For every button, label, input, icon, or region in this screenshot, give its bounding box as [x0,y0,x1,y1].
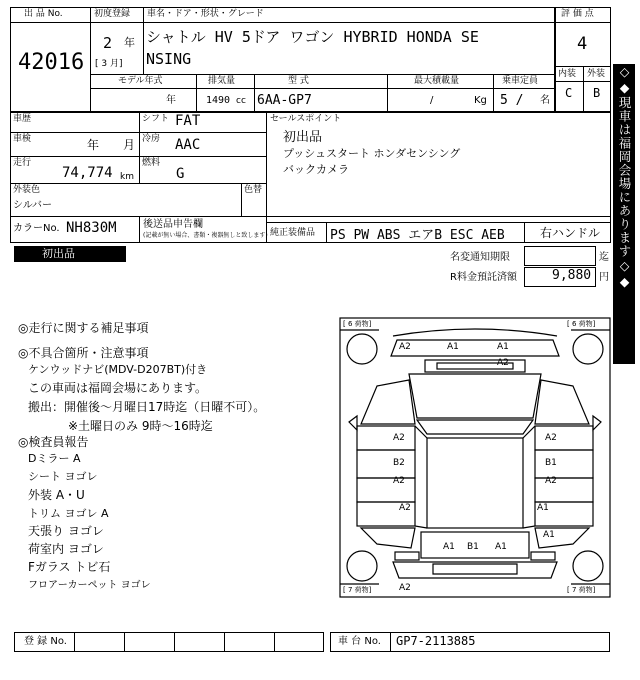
fuel-label: 燃料 [142,158,161,168]
displacement-label: 排気量 [208,76,236,86]
load-slash: / [430,95,434,106]
lot-label: 出 品 No. [24,9,63,19]
exterior-grade: B [593,86,601,100]
chassis-no-value: GP7-2113885 [396,634,476,648]
inspector-line-1: Dミラー A [28,452,81,465]
car-outline-svg [337,316,613,599]
interior-grade: C [565,86,573,100]
defect-line-3: 搬出：開催後～月曜日17時迄（日曜不可）。 [28,400,266,414]
running-notes-title: ◎走行に関する補足事項 [18,321,149,335]
sales-line-2: プッシュスタート ホンダセンシング [283,147,461,160]
defects-title: ◎不具合箇所・注意事項 [18,346,149,360]
shift-value: FAT [175,113,201,129]
load-label: 最大積載量 [414,76,460,86]
name-label: 車名・ドア・形状・グレード [147,9,264,19]
sales-line-3: バックカメラ [283,163,349,176]
inspection-year: 年 [87,138,100,152]
sales-label: セールスポイント [270,114,342,124]
defect-line-1: ケンウッドナビ(MDV-D207BT)付き [28,363,208,376]
aftermarket-note: (記載が無い場合、書類・複器無しと致します) [143,232,268,239]
ac-label: 冷房 [142,134,161,144]
damage-mark: A1 [537,503,549,513]
ext-color-value: シルバー [13,200,53,211]
mileage-value: 74,774 [62,165,113,181]
inspector-title: ◎検査員報告 [18,435,89,449]
corner-label-br: [ 7 荷物] [567,586,596,594]
equipment-label: 純正装備品 [270,228,316,238]
aftermarket-label: 後送品申告欄 [143,219,203,230]
recycle-label: R料金預託済額 [450,272,517,283]
sales-line-1: 初出品 [283,130,323,145]
inspection-label: 車検 [13,134,32,144]
capacity-label: 乗車定員 [502,76,539,86]
damage-mark: A2 [393,433,405,443]
damage-mark: A2 [399,342,411,352]
damage-mark: A1 [497,342,509,352]
model-year-unit: 年 [166,95,176,106]
first-reg-year: 2 [103,34,113,52]
inspector-line-6: 荷室内 ヨゴレ [28,542,104,556]
damage-mark: A1 [495,542,507,552]
capacity-value: 5 / [500,93,524,108]
displacement-value: 1490 [206,95,231,106]
name-change-box [524,246,596,266]
reg-no-label: 登 録 No. [24,636,67,647]
corner-label-tr: [ 6 荷物] [567,320,596,328]
year-unit: 年 [124,36,135,49]
displacement-unit: cc [236,96,246,106]
capacity-unit: 名 [540,95,550,106]
name-change-unit: 迄 [599,252,609,263]
first-listing-bar [14,246,126,262]
inspector-line-2: シート ヨゴレ [28,470,98,483]
exterior-label: 外装 [587,69,606,79]
chassis-no-label: 車 台 No. [338,636,381,647]
score-label: 評 価 点 [561,9,594,19]
first-reg-label: 初度登録 [94,9,131,19]
car-name-cont: NSING [146,50,192,68]
inspector-line-4: トリム ヨゴレ A [28,507,109,520]
mileage-unit: km [120,172,134,182]
damage-mark: A1 [447,342,459,352]
damage-mark: A1 [443,542,455,552]
inspector-line-3: 外装 A・U [28,488,85,502]
equipment-items: PS PW ABS エアB ESC AEB [330,228,505,243]
lot-number: 42016 [18,50,85,75]
load-unit: Kg [474,95,487,106]
score-value: 4 [577,34,588,54]
fuel-value: G [176,166,185,182]
damage-mark: B1 [545,458,557,468]
name-change-label: 名変通知期限 [450,252,510,263]
model-value: 6AA-GP7 [257,93,312,108]
damage-mark: A2 [393,476,405,486]
model-label: 型 式 [288,76,309,86]
inspector-line-8: フロアーカーペット ヨゴレ [28,580,151,591]
side-banner [613,64,635,364]
corner-label-tl: [ 6 荷物] [343,320,372,328]
car-name: シャトル HV 5ドア ワゴン HYBRID HONDA SE [146,28,479,46]
recycle-amount: 9,880 [552,268,592,283]
damage-diagram [337,316,613,599]
damage-mark: A2 [545,433,557,443]
color-change-label: 色替 [244,185,263,195]
inspector-line-7: Fガラス トビ石 [28,560,111,574]
model-year-label: モデル年式 [118,76,163,86]
recycle-unit: 円 [599,272,609,283]
shift-label: シフト [142,114,170,124]
ac-value: AAC [175,137,201,153]
damage-mark: A2 [545,476,557,486]
damage-mark: B2 [393,458,405,468]
color-no-label: カラーNo. [13,223,60,234]
mileage-label: 走行 [13,158,32,168]
damage-mark: B1 [467,542,479,552]
damage-mark: A2 [399,503,411,513]
history-label: 車歴 [13,114,32,124]
interior-label: 内装 [558,69,577,79]
corner-label-bl: [ 7 荷物] [343,586,372,594]
ext-color-label: 外装色 [13,185,41,195]
side-banner-text: ◇◆現車は福岡会場にあります◇◆ [617,64,632,290]
defect-line-2: この車両は福岡会場にあります。 [28,381,208,395]
damage-mark: A2 [399,583,411,593]
damage-mark: A1 [543,530,555,540]
color-no-value: NH830M [66,220,117,236]
damage-mark: A2 [497,358,509,368]
first-reg-month: [ 3 月] [95,59,123,69]
defect-line-4: ※土曜日のみ 9時～16時迄 [68,419,213,433]
inspector-line-5: 天張り ヨゴレ [28,524,104,538]
first-listing-text: 初出品 [42,247,75,260]
inspection-month: 月 [123,138,136,152]
handle-value: 右ハンドル [540,226,601,240]
